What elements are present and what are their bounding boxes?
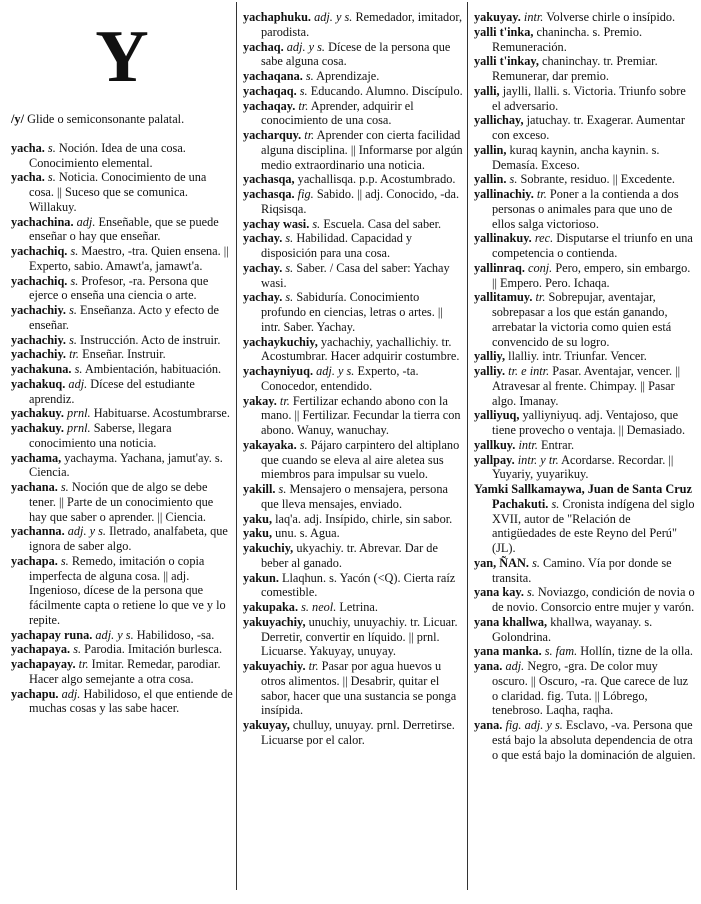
column-divider [236,2,237,890]
entry-definition: Enseñanza. Acto y efecto de enseñar. [29,303,219,332]
dictionary-entry [243,10,463,40]
dictionary-entry [474,143,696,173]
entry-headword: yachachiq. [11,273,68,288]
entry-headword: yallinachiy. [474,187,534,201]
entry-headword: yachay. [243,290,283,305]
dictionary-entry [11,170,233,214]
dictionary-entry [11,642,233,657]
dictionary-entry [474,172,696,187]
dictionary-entry [474,438,696,453]
entry-definition: Aprendizaje. [316,69,380,83]
entry-definition: unu. s. Agua. [275,526,340,541]
dictionary-entry [243,217,463,232]
entry-headword: yalli t'inka, [474,24,534,39]
entry-grammar-tag: s. [73,642,82,657]
entry-grammar-tag: adj. y s. [95,627,134,642]
entry-headword: yallin, [474,142,507,157]
entry-definition: Mensajero o mensajera, persona que lleva mensajes, enviado. [261,482,448,511]
entry-headword: yachachiq. [11,244,68,258]
entry-definition: Sabido. || adj. Conocido, -da. Riqsisqa. [261,187,460,216]
entry-grammar-tag: intr. [523,10,544,24]
column-1 [11,0,233,716]
entry-definition: chaninchay. tr. Premiar. Remunerar, dar premio. [492,54,658,83]
entry-definition: Dícese de la persona que sabe alguna cosa. [261,39,451,69]
dictionary-entry [474,10,696,25]
entry-grammar-tag: adj. [68,376,88,391]
entry-headword: yachapay runa. [11,627,93,642]
entry-definition: Poner a la contienda a dos personas o animales para que uno de ellos salga victorioso. [492,187,679,231]
entry-headword: yachaqana. [243,69,303,83]
dictionary-entry [243,335,463,365]
entry-grammar-tag: s. [69,332,77,347]
entry-definition: Sobrepujar, aventajar, sobrepasar a los que están ganando, arrebatar la victoria como quien está convencido de su logro. [492,290,672,349]
dictionary-entry [11,657,233,687]
dictionary-entry [11,524,233,554]
entry-grammar-tag: tr. [279,393,290,408]
entry-grammar-tag: adj. y s. [314,10,353,24]
entry-grammar-tag: s. [532,555,540,570]
entry-grammar-tag: adj. y s. [316,364,355,378]
entry-definition: unuchiy, unuyachiy. tr. Licuar. Derretir, convertir en líquido. || prnl. Licuarse. Yakuyay, unuyay. [261,614,458,659]
entry-headword: yana khallwa, [474,614,548,629]
entry-headword: yachapaya. [11,642,71,657]
entry-headword: yachaq. [243,39,284,54]
entry-grammar-tag: s. [70,244,79,258]
dictionary-entry [243,571,463,601]
entry-definition: Aprender con cierta facilidad alguna disciplina. || Informarse por algún medio extraordinario una noticia. [261,128,463,172]
dictionary-entry [243,615,463,659]
dictionary-entry [474,349,696,364]
entry-definition: Volverse chirle o insípido. [546,10,676,24]
entry-headword: yalliyuq, [474,408,520,423]
entry-headword: yaku, [243,526,273,541]
entry-headword: yachasqa. [243,187,295,201]
dictionary-entry [11,406,233,421]
entry-headword: Yamki Sallkamaywa, Juan de Santa Cruz Pachakuti. [474,482,692,511]
entry-definition: Camino. Vía por donde se transita. [492,555,672,585]
dictionary-entry [474,482,696,556]
entry-headword: yalliy. [474,364,506,378]
entry-headword: yachachina. [11,214,74,229]
entry-headword: yana. [474,659,503,673]
dictionary-entry [243,718,463,748]
dictionary-entry [243,600,463,615]
entry-headword: yachay. [243,231,283,246]
entry-definition: yachayma. Yachana, jamut'ay. s. Ciencia. [29,450,223,480]
entry-grammar-tag: s. [70,273,79,288]
dictionary-entry [474,25,696,55]
dictionary-entry [474,408,696,438]
entry-definition: yalliyniyuq. adj. Ventajoso, que tiene provecho o ventaja. || Demasiado. [492,408,686,437]
entry-headword: yachapa. [11,553,58,568]
entry-definition: Remedador, imitador, parodista. [261,10,463,39]
dictionary-entry [11,687,233,717]
entry-headword: yachakuna. [11,362,72,376]
entry-grammar-tag: rec. [534,231,554,246]
entry-grammar-tag: tr. [536,187,547,201]
dictionary-entry [11,628,233,643]
entry-definition: Disputarse el triunfo en una competencia o contienda. [492,231,693,260]
entry-definition: Entrar. [541,437,575,452]
entry-grammar-tag: adj. [61,686,81,701]
entry-grammar-tag: s. [69,303,77,317]
dictionary-entry [243,364,463,394]
dictionary-entry [11,421,233,451]
column-2 [243,10,463,748]
entry-definition: yachallisqa. p.p. Acostumbrado. [297,172,456,187]
dictionary-entry [243,261,463,291]
dictionary-entry [474,615,696,645]
entry-grammar-tag: s. neol. [301,600,337,614]
entry-headword: yachapu. [11,686,59,701]
entry-definition: Ambientación, habituación. [84,362,222,376]
dictionary-entry [243,84,463,99]
entry-definition: jaylli, llalli. s. Victoria. Triunfo sobre el adversario. [492,83,686,113]
dictionary-entry [243,128,463,172]
dictionary-entry [474,84,696,114]
entry-definition: Parodia. Imitación burlesca. [84,642,223,657]
dictionary-entry [243,394,463,438]
dictionary-entry [474,644,696,659]
entry-list [11,141,233,716]
entry-grammar-tag: tr. [78,657,89,671]
dictionary-entry [11,554,233,628]
entry-grammar-tag: adj. [505,659,525,673]
entry-headword: yan, ÑAN. [474,555,529,570]
entry-definition: ukyachiy. tr. Abrevar. Dar de beber al ganado. [261,541,438,570]
entry-definition: Enseñar. Instruir. [82,347,166,362]
entry-definition: Experto, -ta. Conocedor, entendido. [261,364,419,393]
dictionary-entry [243,438,463,482]
entry-definition: Esclavo, -va. Persona que está bajo la absoluta dependencia de otra o que está bajo la dominación de alguien. [492,718,696,762]
entry-definition: chulluy, unuyay. prnl. Derretirse. Licuarse por el calor. [261,718,455,747]
entry-headword: yachakuy. [11,421,64,435]
entry-headword: yakayaka. [243,437,297,452]
entry-headword: yachay. [243,260,283,275]
dictionary-entry [243,541,463,571]
entry-headword: yallin. [474,172,507,187]
entry-definition: khallwa, wayanay. s. Golondrina. [492,614,653,644]
dictionary-entry [243,172,463,187]
entry-grammar-tag: prnl. [67,406,91,421]
entry-grammar-tag: s. [47,170,56,185]
entry-headword: yakuchiy, [243,541,294,555]
dictionary-entry [11,480,233,524]
entry-headword: yana kay. [474,585,524,600]
entry-grammar-tag: tr. [69,347,79,362]
dictionary-entry [474,585,696,615]
entry-grammar-tag: s. [74,362,83,376]
entry-definition: Habilidad. Capacidad y disposición para una cosa. [261,231,413,260]
dictionary-entry [243,526,463,541]
entry-grammar-tag: adj. y s. [67,524,106,539]
entry-headword: yalli t'inkay, [474,54,539,69]
dictionary-entry [243,99,463,129]
entry-headword: yachachiy. [11,303,66,317]
phoneme-description: Glide o semiconsonante palatal. [27,112,185,126]
dictionary-entry [474,290,696,349]
entry-definition: Maestro, -tra. Quien ensena. || Experto, sabio. Amawt'a, jamawt'a. [29,244,229,273]
entry-grammar-tag: s. [526,585,535,600]
dictionary-entry [11,347,233,362]
entry-definition: Llaqhun. s. Yacón (<Q). Cierta raíz comestible. [261,570,456,600]
dictionary-entry [474,659,696,718]
entry-headword: yachayniyuq. [243,364,314,378]
entry-headword: yana manka. [474,644,542,659]
entry-definition: Escuela. Casa del saber. [323,216,442,231]
entry-definition: Acordarse. Recordar. || Yuyariy, yuyarikuy. [492,452,674,482]
entry-headword: yalliy, [474,349,506,364]
entry-headword: yacha. [11,140,45,155]
dictionary-entry [243,187,463,217]
entry-grammar-tag: s. [285,231,294,246]
dictionary-entry [243,231,463,261]
entry-definition: Habilidoso, -sa. [136,627,215,642]
dictionary-entry [11,244,233,274]
entry-definition: Noviazgo, condición de novia o de novio. Consorcio entre mujer y varón. [492,585,695,614]
entry-grammar-tag: s. [278,482,287,496]
entry-headword: yacha. [11,170,45,185]
entry-definition: Aprender, adquirir el conocimiento de una cosa. [261,98,414,128]
entry-definition: Sabiduría. Conocimiento profundo en ciencias, letras o artes. || intr. Saber. Yachay. [261,290,443,334]
entry-grammar-tag: s. [299,437,308,452]
entry-headword: yallinakuy. [474,231,532,246]
entry-grammar-tag: s. [509,172,518,187]
entry-definition: Dícese del estudiante aprendiz. [29,376,195,406]
dictionary-entry [11,141,233,171]
entry-definition: jatuchay. tr. Exagerar. Aumentar con exceso. [492,113,685,142]
dictionary-entry [474,556,696,586]
entry-headword: yaku, [243,511,273,526]
entry-grammar-tag: s. [299,83,308,98]
phoneme-symbol: /y/ [11,112,24,126]
section-letter: Y [95,16,149,98]
entry-definition: laq'a. adj. Insípido, chirle, sin sabor. [275,511,453,526]
dictionary-entry [11,303,233,333]
entry-definition: Pero, empero, sin embargo. || Empero. Pero. Ichaqa. [492,260,691,290]
entry-definition: Cronista indígena del siglo XVII, autor de "Relación de antigüedades de este Reyno del Perú" (JL). [492,496,695,555]
entry-definition: Remedo, imitación o copia imperfecta de alguna cosa. || adj. Ingenioso, dícese de la persona que fácilmente capta o retiene lo que ve y lo repite. [29,553,226,627]
entry-headword: yakuyachiy, [243,614,306,629]
entry-headword: yachaqay. [243,98,296,113]
entry-definition: Pájaro carpintero del altiplano que cuando se eleva al aire aletea sus miembros para impulsar su vuelo. [261,437,460,482]
entry-definition: llalliy. intr. Triunfar. Vencer. [508,349,647,364]
dictionary-entry [11,215,233,245]
entry-headword: yakill. [243,482,276,496]
entry-headword: yachaphuku. [243,10,312,24]
entry-grammar-tag: s. [285,260,294,275]
entry-definition: Enseñable, que se puede enseñar o hay que enseñar. [29,214,219,244]
entry-grammar-tag: s. [60,480,69,494]
entry-definition: Educando. Alumno. Discípulo. [310,83,463,98]
entry-grammar-tag: intr. [518,437,538,452]
entry-grammar-tag: fig. adj. y s. [505,718,563,732]
dictionary-entry [11,377,233,407]
entry-headword: yallpay. [474,452,515,467]
entry-definition: Saberse, llegara conocimiento una noticia. [29,421,172,450]
entry-definition: Letrina. [339,600,378,614]
entry-grammar-tag: s. [285,290,294,305]
entry-headword: yachakuq. [11,376,66,391]
dictionary-entry [243,69,463,84]
entry-headword: yallkuy. [474,437,516,452]
entry-grammar-tag: tr. [535,290,546,305]
entry-headword: yana. [474,718,503,732]
entry-list [474,10,696,762]
entry-definition: yachachiy, yachallichiy. tr. Acostumbrar. Hacer adquirir costumbre. [261,334,460,364]
dictionary-entry [474,261,696,291]
entry-definition: Noción. Idea de una cosa. Conocimiento elemental. [29,140,186,170]
entry-headword: yachakuy. [11,406,64,421]
entry-grammar-tag: conj. [527,260,553,275]
entry-grammar-tag: prnl. [67,421,91,435]
entry-definition: Iletrado, analfabeta, que ignora de saber algo. [29,524,228,553]
entry-definition: Instrucción. Acto de instruir. [80,332,221,347]
entry-headword: yachasqa, [243,172,295,187]
entry-definition: Negro, -gra. De color muy oscuro. || Oscuro, -ra. Que carece de luz o claridad. fig. Tuta. || Lóbrego, tenebroso. Laqha, raqha. [492,659,689,718]
entry-headword: yalli, [474,83,500,98]
entry-definition: Sobrante, residuo. || Excedente. [520,172,675,187]
entry-definition: kuraq kaynin, ancha kaynin. s. Demasía. Exceso. [492,142,660,172]
entry-headword: yachaykuchiy, [243,334,318,349]
entry-definition: Pasar por agua huevos u otros alimentos. || Desabrir, quitar el sabor, hacer que una sustancia se ponga insípida. [261,659,457,718]
entry-headword: yakuyay, [243,718,290,732]
dictionary-entry [474,187,696,231]
entry-grammar-tag: fig. [297,187,314,201]
entry-headword: yallichay, [474,113,524,128]
entry-grammar-tag: adj. [76,214,96,229]
entry-headword: yacharquy. [243,128,302,142]
entry-headword: yachana. [11,480,58,494]
entry-definition: Pasar. Aventajar, vencer. || Atravesar al frente. Chimpay. || Pasar algo. Imanay. [492,364,681,408]
entry-grammar-tag: s. fam. [544,644,578,659]
letter-intro [11,112,233,127]
entry-headword: yachachiy. [11,332,66,347]
dictionary-entry [474,718,696,762]
entry-headword: yakun. [243,570,279,585]
entry-definition: Saber. / Casa del saber: Yachay wasi. [261,260,450,290]
dictionary-entry [11,274,233,304]
entry-grammar-tag: tr. [308,659,319,673]
entry-definition: Habilidoso, el que entiende de muchas cosas y las sabe hacer. [29,686,233,716]
entry-headword: yachay wasi. [243,216,310,231]
dictionary-entry [243,290,463,334]
entry-definition: Fertilizar echando abono con la mano. || Fertilizar. Fecundar la tierra con abono. Wanuy, wanuchay. [261,393,461,437]
dictionary-entry [474,113,696,143]
dictionary-entry [474,54,696,84]
dictionary-entry [474,453,696,483]
entry-headword: yachama, [11,450,62,465]
dictionary-entry [11,451,233,481]
entry-list [243,10,463,748]
entry-definition: Habituarse. Acostumbrarse. [93,406,230,421]
entry-grammar-tag: tr. e intr. [508,364,550,378]
entry-headword: yallinraq. [474,260,525,275]
entry-grammar-tag: s. [551,496,560,511]
dictionary-entry [243,40,463,70]
entry-headword: yakupaka. [243,600,299,614]
column-divider [467,2,468,890]
entry-grammar-tag: tr. [304,128,315,142]
entry-definition: Profesor, -ra. Persona que ejerce o enseña una ciencia o arte. [29,273,209,303]
dictionary-entry [243,659,463,718]
entry-definition: Noción que de algo se debe tener. || Parte de un conocimiento que hay que saber o aprender. || Ciencia. [29,480,214,524]
entry-definition: Noticia. Conocimiento de una cosa. || Suceso que se comunica. Willakuy. [29,170,207,214]
entry-headword: yachanna. [11,524,65,539]
dictionary-entry [11,333,233,348]
dictionary-entry [11,362,233,377]
entry-headword: yakay. [243,393,277,408]
entry-headword: yallitamuy. [474,290,533,305]
entry-headword: yakuyay. [474,10,521,24]
dictionary-entry [243,482,463,512]
entry-headword: yachachiy. [11,347,66,362]
dictionary-entry [474,231,696,261]
entry-grammar-tag: s. [60,553,69,568]
dictionary-entry [243,512,463,527]
entry-definition: Hollín, tizne de la olla. [580,644,693,659]
entry-definition: Imitar. Remedar, parodiar. Hacer algo semejante a otra cosa. [29,657,221,686]
entry-headword: yachaqaq. [243,83,297,98]
entry-headword: yachapayay. [11,657,76,671]
entry-grammar-tag: s. [312,216,321,231]
dictionary-entry [474,364,696,408]
entry-grammar-tag: s. [47,140,56,155]
entry-grammar-tag: tr. [298,98,309,113]
column-3 [474,10,696,762]
entry-grammar-tag: intr. y tr. [517,452,559,467]
entry-grammar-tag: adj. y s. [286,39,325,54]
entry-headword: yakuyachiy. [243,659,306,673]
entry-definition: chanincha. s. Premio. Remuneración. [492,24,643,54]
entry-grammar-tag: s. [305,69,314,83]
